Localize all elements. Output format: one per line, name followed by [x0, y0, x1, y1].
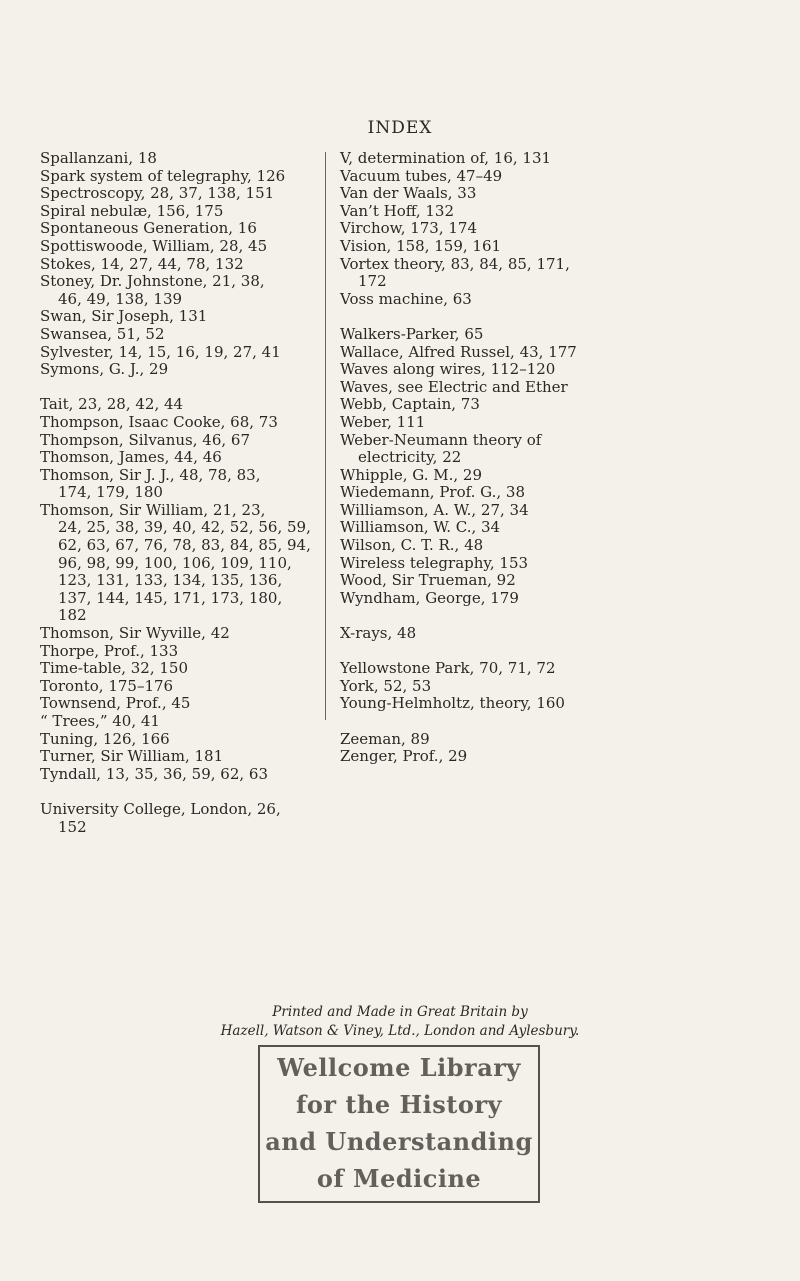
index-entry-text: Thomson, Sir William, 21, 23, — [40, 500, 266, 519]
section-gap — [340, 713, 760, 731]
index-entry-text: Zeeman, 89 — [340, 729, 430, 748]
index-column-left — [40, 150, 312, 836]
section-gap — [340, 607, 760, 625]
index-entry-text: Young-Helmholtz, theory, 160 — [340, 694, 565, 713]
page-title: INDEX — [367, 118, 433, 138]
index-entry — [40, 185, 312, 203]
index-entry-text: Toronto, 175–176 — [40, 676, 174, 695]
index-entry — [340, 203, 760, 221]
index-entry-text: Walkers-Parker, 65 — [340, 324, 484, 343]
index-entry-text: Stoney, Dr. Johnstone, 21, 38, — [40, 272, 265, 291]
index-entry — [340, 502, 760, 520]
index-entry — [40, 273, 312, 308]
index-entry — [340, 396, 760, 414]
index-entry — [40, 449, 312, 467]
index-entry — [40, 432, 312, 450]
index-entry-text: Wiedemann, Prof. G., 38 — [340, 483, 526, 502]
index-entry-text: Van der Waals, 33 — [340, 184, 477, 203]
stamp-line: Wellcome Library — [277, 1053, 521, 1082]
index-entry-text: X-rays, 48 — [340, 624, 417, 643]
stamp-line: and Understanding — [265, 1127, 533, 1156]
index-entry — [40, 731, 312, 749]
index-entry-text: Waves, see Electric and Ether — [340, 377, 568, 396]
index-entry-text: Wireless telegraphy, 153 — [340, 553, 529, 572]
index-entry-text: Spiral nebulæ, 156, 175 — [40, 201, 224, 220]
index-entry-text: Vortex theory, 83, 84, 85, 171, — [340, 254, 570, 273]
index-entry — [40, 660, 312, 678]
index-entry — [340, 731, 760, 749]
stamp-line: for the History — [296, 1090, 502, 1119]
index-entry-text: Wood, Sir Trueman, 92 — [340, 571, 516, 590]
index-entry-text: Vision, 158, 159, 161 — [340, 236, 502, 255]
index-entry — [340, 537, 760, 555]
index-entry-text: Thomson, James, 44, 46 — [40, 448, 222, 467]
index-entry — [40, 414, 312, 432]
index-entry — [340, 555, 760, 573]
section-gap — [340, 308, 760, 326]
index-entry — [340, 748, 760, 766]
index-column-right — [340, 150, 760, 766]
section-gap — [40, 379, 312, 397]
index-entry-text: Zenger, Prof., 29 — [340, 747, 468, 766]
index-entry-text: Spontaneous Generation, 16 — [40, 219, 257, 238]
imprint-line-1: Printed and Made in Great Britain by — [272, 1004, 528, 1020]
index-entry-text: Swansea, 51, 52 — [40, 324, 165, 343]
section-gap — [340, 643, 760, 661]
index-entry-text: Thomson, Sir Wyville, 42 — [40, 624, 230, 643]
index-entry-text: Yellowstone Park, 70, 71, 72 — [340, 659, 556, 678]
index-entry-text: Swan, Sir Joseph, 131 — [40, 307, 208, 326]
index-entry — [340, 414, 760, 432]
index-entry-text: Thorpe, Prof., 133 — [40, 641, 179, 660]
index-entry — [340, 519, 760, 537]
index-entry-text: Symons, G. J., 29 — [40, 360, 169, 379]
index-entry-text: Weber, 111 — [340, 412, 426, 431]
stamp-line: of Medicine — [316, 1164, 482, 1193]
index-entry — [40, 502, 312, 625]
index-entry — [40, 396, 312, 414]
index-entry — [340, 572, 760, 590]
index-entry — [40, 713, 312, 731]
index-entry-text: Wilson, C. T. R., 48 — [340, 536, 484, 555]
index-entry — [340, 185, 760, 203]
index-entry-continuation: 46, 49, 138, 139 — [58, 289, 183, 308]
index-entry — [340, 625, 760, 643]
index-entry — [340, 695, 760, 713]
index-entry — [340, 590, 760, 608]
index-entry-text: Stokes, 14, 27, 44, 78, 132 — [40, 254, 244, 273]
imprint-line-2: Hazell, Watson & Viney, Ltd., London and Aylesbury. — [220, 1023, 580, 1039]
index-entry — [40, 361, 312, 379]
index-entry-text: Webb, Captain, 73 — [340, 395, 480, 414]
index-entry — [340, 291, 760, 309]
index-entry-text: Waves along wires, 112–120 — [340, 360, 556, 379]
section-gap — [40, 783, 312, 801]
index-entry — [340, 361, 760, 379]
index-entry — [340, 678, 760, 696]
index-entry — [40, 695, 312, 713]
index-entry-text: V, determination of, 16, 131 — [340, 149, 552, 167]
index-entry — [340, 220, 760, 238]
index-entry-text: Turner, Sir William, 181 — [40, 747, 224, 766]
index-entry-continuation: 174, 179, 180 — [58, 483, 163, 502]
index-entry — [340, 238, 760, 256]
index-entry — [40, 467, 312, 502]
index-entry — [40, 203, 312, 221]
index-entry-text: York, 52, 53 — [340, 676, 432, 695]
index-entry-continuation: electricity, 22 — [358, 448, 462, 467]
index-entry — [40, 625, 312, 643]
index-entry-text: Tait, 23, 28, 42, 44 — [40, 395, 184, 414]
index-entry — [340, 432, 760, 467]
index-entry-text: Williamson, A. W., 27, 34 — [340, 500, 529, 519]
index-entry-continuation: 152 — [58, 817, 87, 836]
index-entry-text: Van’t Hoff, 132 — [340, 201, 455, 220]
index-entry — [340, 484, 760, 502]
index-entry-text: Whipple, G. M., 29 — [340, 465, 483, 484]
index-entry-text: Virchow, 173, 174 — [340, 219, 478, 238]
index-entry-continuation: 24, 25, 38, 39, 40, 42, 52, 56, 59, 62, 63, 67, 76, 78, 83, 84, 85, 94, 96, 98, 99, 100, 106, 109, 110, 123, 131, 133, 134, 135, 136, 137, 144, 145, 171, 173, 180, 182 — [58, 518, 311, 625]
index-entry-text: Wyndham, George, 179 — [340, 588, 519, 607]
index-entry-text: Spottiswoode, William, 28, 45 — [40, 236, 268, 255]
index-entry — [340, 660, 760, 678]
index-entry — [40, 256, 312, 274]
index-entry — [40, 801, 312, 836]
index-entry — [340, 256, 760, 291]
index-entry-text: Vacuum tubes, 47–49 — [340, 166, 503, 185]
index-entry — [40, 238, 312, 256]
index-entry — [340, 344, 760, 362]
index-entry — [40, 678, 312, 696]
index-entry-text: Townsend, Prof., 45 — [40, 694, 191, 713]
index-entry-text: Spectroscopy, 28, 37, 138, 151 — [40, 184, 275, 203]
index-entry — [40, 308, 312, 326]
index-entry — [40, 220, 312, 238]
index-entry — [40, 168, 312, 186]
index-entry — [40, 344, 312, 362]
index-entry-text: Williamson, W. C., 34 — [340, 518, 501, 537]
index-entry-text: Time-table, 32, 150 — [40, 659, 189, 678]
column-divider — [325, 152, 326, 720]
index-entry — [340, 326, 760, 344]
index-entry-text: Weber-Neumann theory of — [340, 430, 542, 449]
index-entry-text: Voss machine, 63 — [340, 289, 472, 308]
index-entry-text: Sylvester, 14, 15, 16, 19, 27, 41 — [40, 342, 281, 361]
index-entry — [40, 326, 312, 344]
index-entry — [340, 150, 760, 168]
index-entry-text: Spallanzani, 18 — [40, 149, 157, 167]
index-entry-text: Tuning, 126, 166 — [40, 729, 170, 748]
index-entry-text: Spark system of telegraphy, 126 — [40, 166, 286, 185]
index-entry — [340, 379, 760, 397]
index-entry — [40, 748, 312, 766]
index-entry-text: “ Trees,” 40, 41 — [40, 712, 160, 730]
index-entry-text: Thompson, Isaac Cooke, 68, 73 — [40, 412, 278, 431]
index-entry — [340, 168, 760, 186]
index-entry-text: Tyndall, 13, 35, 36, 59, 62, 63 — [40, 764, 269, 783]
index-entry-text: Thompson, Silvanus, 46, 67 — [40, 430, 250, 449]
index-entry-text: Wallace, Alfred Russel, 43, 177 — [340, 342, 577, 361]
index-entry-continuation: 172 — [358, 272, 387, 291]
printer-imprint — [0, 1003, 800, 1041]
index-entry-text: University College, London, 26, — [40, 799, 281, 818]
index-entry — [40, 643, 312, 661]
index-entry-text: Thomson, Sir J. J., 48, 78, 83, — [40, 465, 261, 484]
index-entry — [40, 766, 312, 784]
index-entry — [340, 467, 760, 485]
library-stamp — [258, 1045, 540, 1203]
index-entry — [40, 150, 312, 168]
